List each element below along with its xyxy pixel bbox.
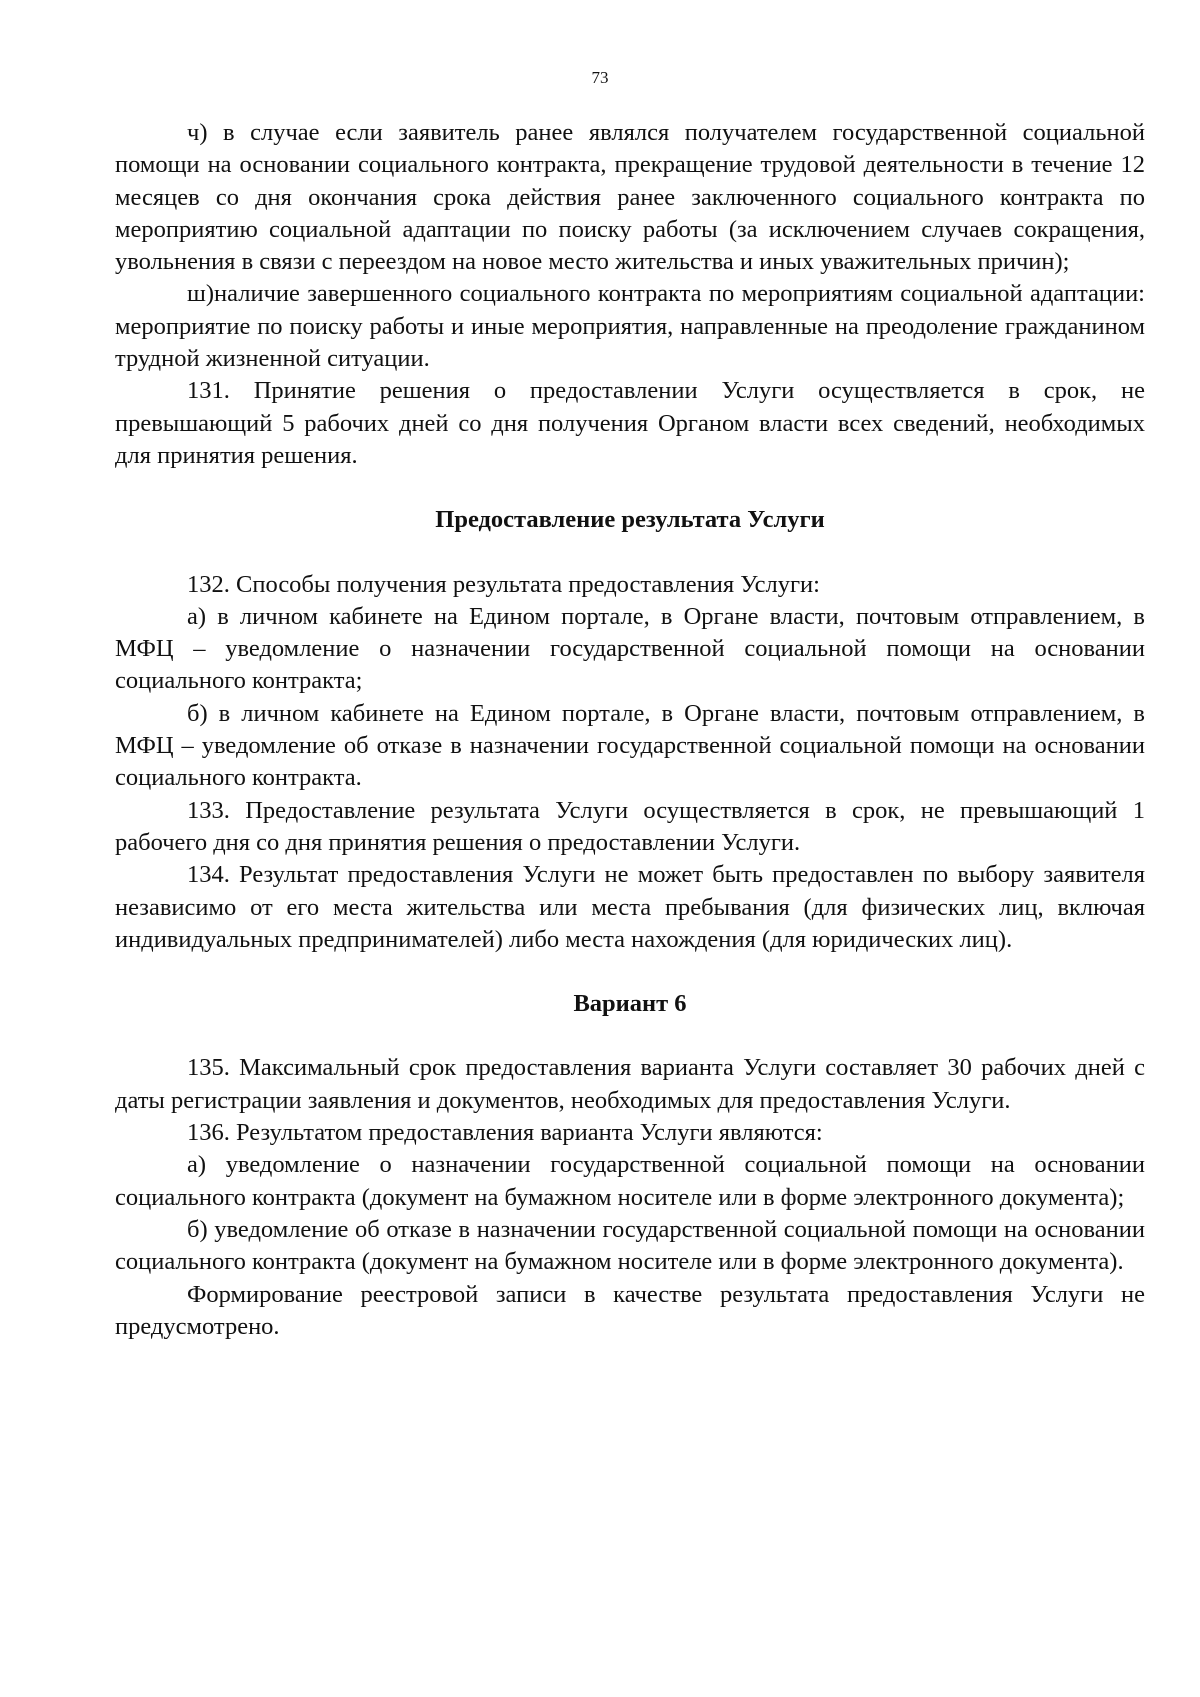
document-body bbox=[115, 117, 1145, 1343]
spacer bbox=[115, 472, 1145, 504]
paragraph-132a: а) в личном кабинете на Едином портале, в Органе власти, почтовым отправлением, в МФЦ – уведомление о назначении государственной социальной помощи на основании социального контракта; bbox=[115, 602, 1145, 695]
paragraph-132b: б) в личном кабинете на Едином портале, в Органе власти, почтовым отправлением, в МФЦ – уведомление об отказе в назначении государственной социальной помощи на основании социального контракта. bbox=[115, 699, 1145, 792]
spacer bbox=[115, 1020, 1145, 1052]
paragraph-135: 135. Максимальный срок предоставления варианта Услуги составляет 30 рабочих дней с даты регистрации заявления и документов, необходимых для предоставления Услуги. bbox=[115, 1054, 1145, 1114]
paragraph-133: 133. Предоставление результата Услуги осуществляется в срок, не превышающий 1 рабочего дня со дня принятия решения о предоставлении Услуги. bbox=[115, 796, 1145, 856]
paragraph-131: 131. Принятие решения о предоставлении Услуги осуществляется в срок, не превышающий 5 рабочих дней со дня получения Органом власти всех сведений, необходимых для принятия решения. bbox=[115, 377, 1145, 469]
paragraph-134: 134. Результат предоставления Услуги не может быть предоставлен по выбору заявителя независимо от его места жительства или места пребывания (для физических лиц, включая индивидуальных предпринимателей) либо места нахождения (для юридических лиц). bbox=[115, 861, 1145, 953]
paragraph-132: 132. Способы получения результата предоставления Услуги: bbox=[187, 570, 820, 598]
paragraph-sh: ш)наличие завершенного социального контракта по мероприятиям социальной адаптации: мероприятие по поиску работы и иные мероприятия, направленные на преодоление гражданином трудной жизненной ситуации. bbox=[115, 280, 1145, 373]
spacer bbox=[115, 956, 1145, 988]
paragraph-registry: Формирование реестровой записи в качестве результата предоставления Услуги не предусмотрено. bbox=[115, 1280, 1145, 1340]
section-heading-variant: Вариант 6 bbox=[573, 990, 687, 1018]
paragraph-136: 136. Результатом предоставления варианта Услуги являются: bbox=[187, 1119, 823, 1147]
section-heading-result: Предоставление результата Услуги bbox=[435, 506, 825, 534]
page-number: 73 bbox=[591, 68, 609, 87]
paragraph-136b: б) уведомление об отказе в назначении государственной социальной помощи на основании социального контракта (документ на бумажном носителе или в форме электронного документа). bbox=[115, 1215, 1145, 1276]
spacer bbox=[115, 537, 1145, 569]
paragraph-136a: а) уведомление о назначении государственной социальной помощи на основании социального контракта (документ на бумажном носителе или в форме электронного документа); bbox=[115, 1151, 1145, 1211]
paragraph-ch: ч) в случае если заявитель ранее являлся получателем государственной социальной помощи на основании социального контракта, прекращение трудовой деятельности в течение 12 месяцев со дня окончания срока действия ранее заключенного социального контракта по мероприятию социальной адаптации по поиску работы (за исключением случаев сокращения, увольнения в связи с переездом на новое место жительства и иных уважительных причин); bbox=[115, 119, 1145, 276]
